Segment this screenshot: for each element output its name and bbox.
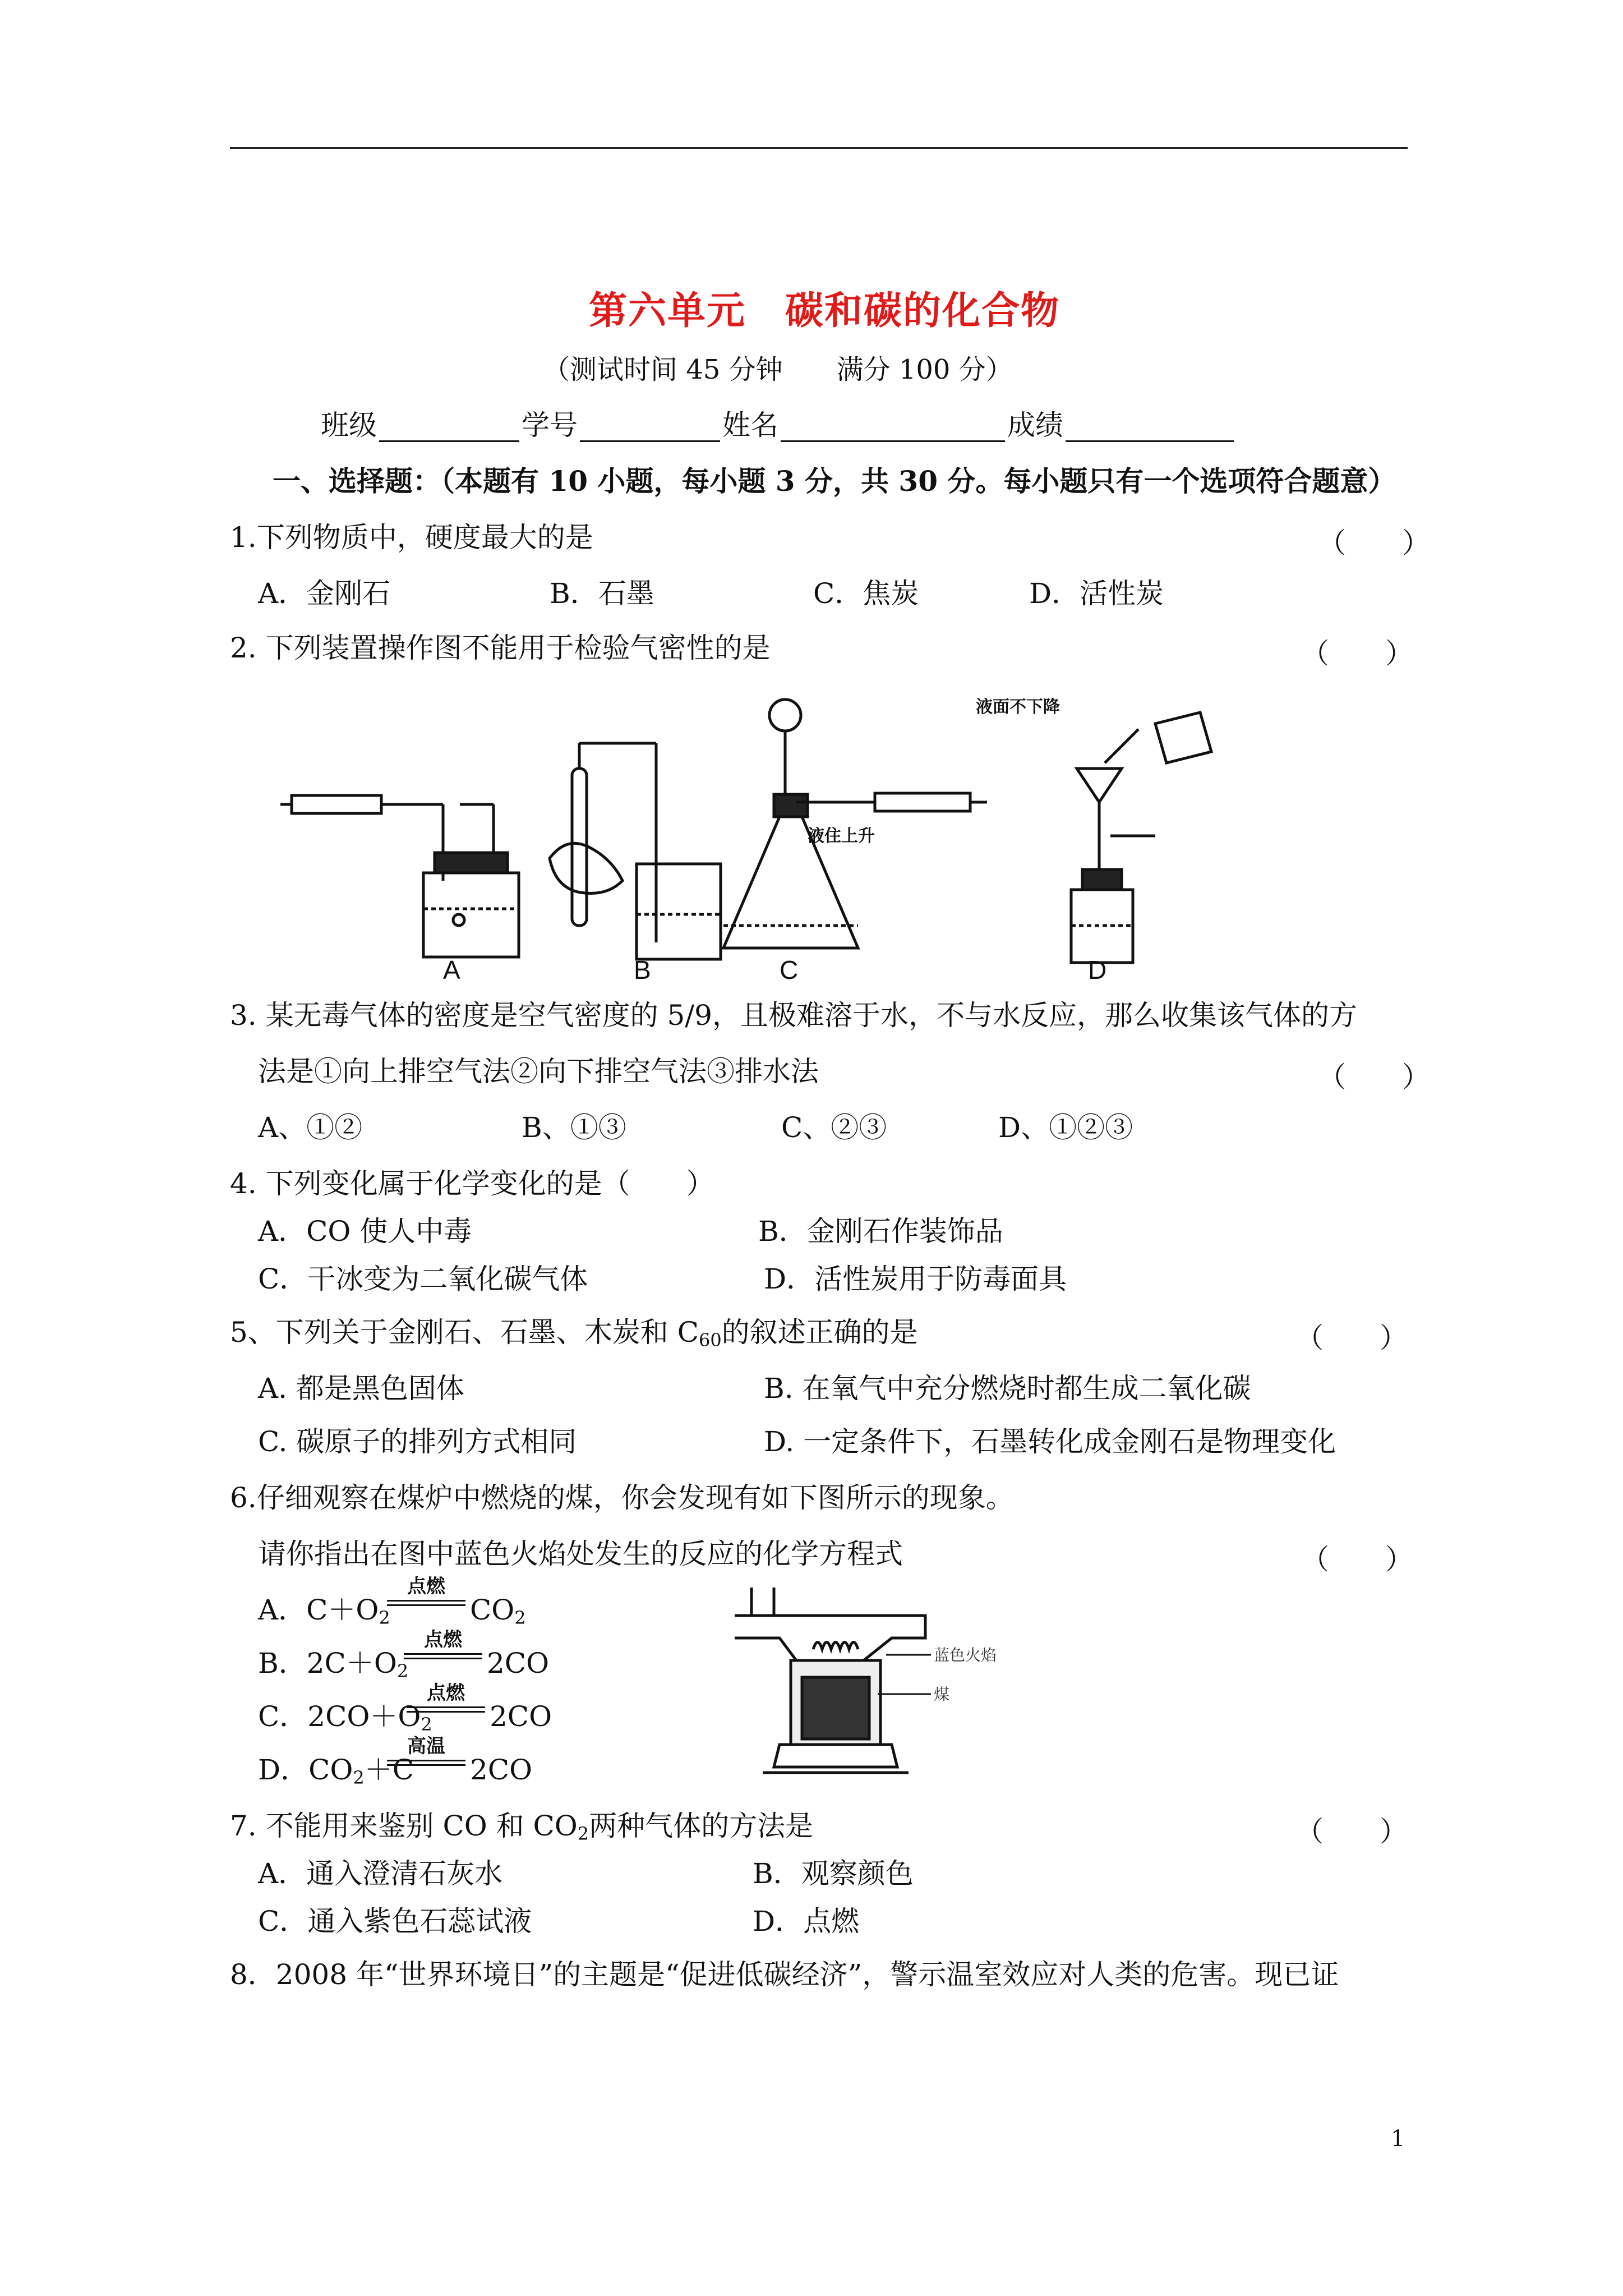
q4-option-c[interactable]: C．干冰变为二氧化碳气体 [258,1263,588,1295]
label-b: B [634,955,651,982]
header-rule [230,147,1408,149]
q6-d-right [470,1753,532,1787]
q5-stem-pre: 5、下列关于金刚石、石墨、木炭和 C [230,1316,699,1349]
q6-c-right [490,1700,552,1733]
class-blank[interactable] [379,416,519,442]
flame-label: 蓝色火焰 [934,1646,997,1664]
q7-option-b[interactable]: B．观察颜色 [753,1857,914,1890]
q6-a-left [258,1593,390,1627]
q6-b-right [487,1646,549,1680]
q7-stem-pre: 7. 不能用来鉴别 CO 和 CO [230,1810,578,1842]
q6-c-reactant-sub: 2 [421,1714,432,1735]
q6-coal-stove-figure [729,1582,1043,1784]
q2-apparatus-figure [280,690,1234,982]
q6-c-reactant: 2CO＋O [307,1700,421,1733]
q6-d-reactant: CO [308,1754,353,1786]
q6-stem-line1: 6.仔细观察在煤炉中燃烧的煤，你会发现有如下图所示的现象。 [230,1481,1014,1514]
q6-d-letter: D． [258,1754,309,1786]
q6-b-equals [404,1653,482,1659]
q6-c-letter: C． [258,1700,308,1733]
q6-a-reactant: C＋O [306,1594,379,1626]
q7-stem [230,1809,813,1843]
apparatus-b [550,743,721,959]
q6-b-letter: B． [258,1647,307,1680]
q6-a-reactant-sub: 2 [379,1607,390,1628]
q5-answer-paren[interactable]: （ ） [1295,1322,1408,1354]
q3-answer-paren[interactable]: （ ） [1318,1061,1430,1093]
q6-b-condition: 点燃 [424,1628,462,1651]
apparatus-a [280,795,519,957]
q6-a-letter: A． [258,1594,307,1626]
q6-a-product-sub: 2 [514,1607,526,1628]
q4-option-a[interactable]: A．CO 使人中毒 [258,1215,472,1248]
q6-answer-paren[interactable]: （ ） [1301,1543,1413,1576]
q6-a-condition: 点燃 [407,1575,445,1598]
q1-option-d[interactable]: D．活性炭 [1029,577,1164,610]
q6-c-product: 2CO [490,1700,552,1733]
q6-d-condition: 高温 [407,1735,445,1757]
name-label: 姓名 [722,409,778,441]
q3-option-a[interactable]: A、①② [258,1111,363,1144]
q6-d-reactant-sub: 2 [353,1767,365,1788]
q6-d-product: 2CO [470,1754,533,1786]
number-blank[interactable] [580,416,720,442]
q1-option-b[interactable]: B．石墨 [550,577,654,610]
q6-b-left [258,1646,408,1680]
q5-stem [230,1315,918,1349]
q6-c-left [258,1700,432,1733]
q3-option-c[interactable]: C、②③ [781,1111,887,1144]
q7-option-a[interactable]: A．通入澄清石灰水 [258,1857,503,1890]
q6-b-product: 2CO [487,1647,550,1680]
q6-b-reactant: 2C＋O [306,1647,397,1680]
label-d: D [1088,955,1107,982]
coal-label: 煤 [934,1685,950,1704]
q1-option-a[interactable]: A．金刚石 [258,577,391,610]
q6-a-equals [387,1600,465,1606]
q6-d-reactant-tail: ＋C [364,1754,414,1786]
q6-d-left [258,1753,414,1787]
q7-answer-paren[interactable]: （ ） [1295,1815,1408,1848]
label-a: A [443,955,460,982]
q4-option-d[interactable]: D．活性炭用于防毒面具 [764,1263,1067,1295]
q5-stem-sub: 60 [698,1329,722,1351]
q4-stem: 4. 下列变化属于化学变化的是（ ） [230,1167,714,1200]
label-c: C [780,955,799,982]
q7-stem-post: 两种气体的方法是 [589,1810,814,1842]
q7-option-c[interactable]: C．通入紫色石蕊试液 [258,1905,532,1938]
q6-a-right [470,1593,526,1627]
q1-stem: 1.下列物质中，硬度最大的是 [230,521,593,554]
q3-option-d[interactable]: D、①②③ [998,1111,1133,1144]
annotation-d: 液面不下降 [976,697,1060,717]
q1-option-c[interactable]: C．焦炭 [813,577,919,610]
page-number: 1 [1391,2126,1405,2152]
q7-stem-sub: 2 [577,1823,589,1844]
q6-b-reactant-sub: 2 [396,1660,409,1682]
q6-c-condition: 点燃 [427,1682,465,1704]
class-label: 班级 [321,409,377,441]
q5-option-a[interactable]: A. 都是黑色固体 [258,1372,464,1405]
q5-stem-post: 的叙述正确的是 [721,1316,918,1349]
page-title: 第六单元 碳和碳的化合物 [589,288,1061,333]
q6-a-product: CO [470,1594,515,1626]
q6-c-equals [407,1706,485,1713]
q6-d-equals [387,1760,465,1766]
q3-stem-line2: 法是①向上排空气法②向下排空气法③排水法 [258,1055,819,1088]
q5-option-c[interactable]: C. 碳原子的排列方式相同 [258,1425,577,1458]
q8-stem: 8．2008 年“世界环境日”的主题是“促进低碳经济”，警示温室效应对人类的危害。现已证 [230,1958,1339,1991]
number-label: 学号 [522,409,578,441]
q4-option-b[interactable]: B．金刚石作装饰品 [758,1215,1003,1248]
q2-answer-paren[interactable]: （ ） [1301,637,1413,670]
q3-option-b[interactable]: B、①③ [522,1111,626,1144]
q7-option-d[interactable]: D．点燃 [753,1905,860,1938]
name-blank[interactable] [781,416,1005,442]
q2-stem: 2. 下列装置操作图不能用于检验气密性的是 [230,632,771,664]
q1-answer-paren[interactable]: （ ） [1318,527,1430,559]
q5-option-b[interactable]: B. 在氧气中充分燃烧时都生成二氧化碳 [764,1372,1251,1405]
apparatus-d [1071,712,1211,963]
info-fields [321,408,1236,442]
annotation-c: 液住上升 [808,826,875,846]
q5-option-d[interactable]: D. 一定条件下，石墨转化成金刚石是物理变化 [764,1425,1336,1458]
apparatus-c [723,700,987,948]
q6-stem-line2: 请你指出在图中蓝色火焰处发生的反应的化学方程式 [258,1538,903,1570]
score-blank[interactable] [1066,416,1234,442]
q3-stem-line1: 3. 某无毒气体的密度是空气密度的 5/9，且极难溶于水，不与水反应，那么收集该气体的方 [230,999,1357,1032]
page-subtitle: （测试时间 45 分钟 满分 100 分） [543,354,1013,385]
section1-heading: 一、选择题：（本题有 10 小题，每小题 3 分，共 30 分。每小题只有一个选项符合题意） [273,464,1396,498]
score-label: 成绩 [1007,409,1063,441]
